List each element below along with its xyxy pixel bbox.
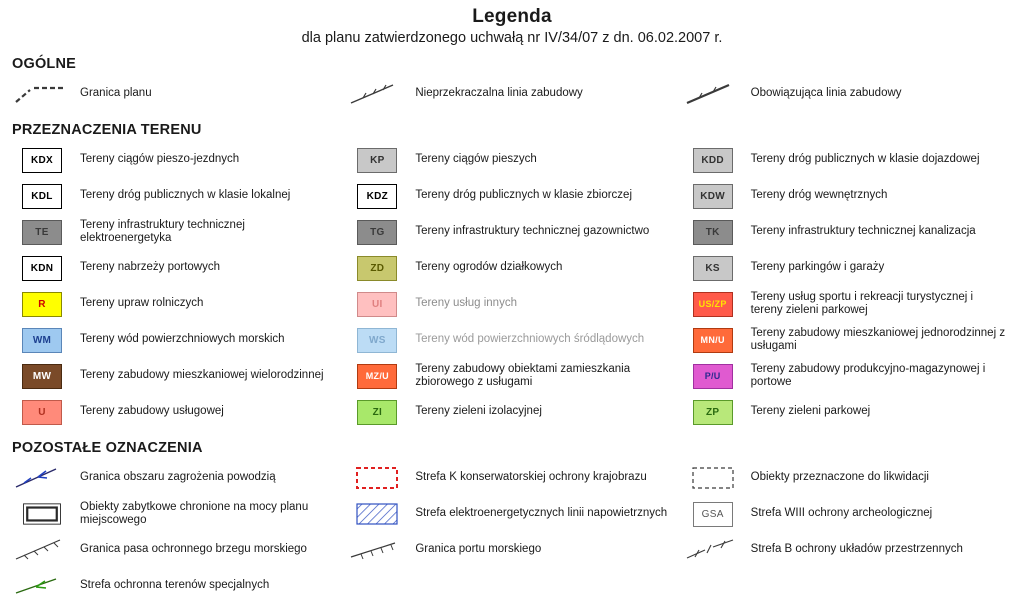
landuse-code-box-icon bbox=[345, 253, 409, 283]
legend-item-label: Obowiązująca linia zabudowy bbox=[750, 87, 902, 100]
zone-k-dashed-box-icon bbox=[345, 463, 409, 493]
legend-item-label: Strefa ochronna terenów specjalnych bbox=[80, 579, 270, 592]
obligatory-building-line-icon bbox=[681, 79, 745, 109]
legend-item bbox=[345, 286, 678, 322]
monument-object-box-icon bbox=[10, 499, 74, 529]
landuse-code-box-icon bbox=[10, 181, 74, 211]
legend-item-label: Tereny zabudowy obiektami zamieszkania zbiorowego z usługami bbox=[415, 362, 631, 388]
legend-item bbox=[681, 394, 1014, 430]
landuse-code-box-icon bbox=[345, 181, 409, 211]
flood-hazard-line-icon bbox=[10, 463, 74, 493]
landuse-code-box-icon bbox=[681, 145, 745, 175]
legend-item bbox=[681, 358, 1014, 394]
legend-item bbox=[681, 178, 1014, 214]
page-title: Legenda bbox=[472, 6, 552, 27]
landuse-code: ZD bbox=[357, 256, 397, 281]
section-heading-przeznaczenia: PRZEZNACZENIA TERENU bbox=[12, 122, 202, 138]
landuse-code-box-icon bbox=[681, 181, 745, 211]
landuse-code-box-icon bbox=[681, 325, 745, 355]
landuse-code-box-icon bbox=[10, 253, 74, 283]
legend-item bbox=[345, 76, 678, 112]
landuse-code: MZ/U bbox=[357, 364, 397, 389]
legend-item-label: Tereny zabudowy mieszkaniowej wielorodzinnej bbox=[80, 369, 324, 382]
legend-item-label: Tereny zieleni izolacyjnej bbox=[415, 405, 542, 418]
legend-item bbox=[681, 322, 1014, 358]
landuse-code: ZP bbox=[693, 400, 733, 425]
nonexceedable-building-line-icon bbox=[345, 79, 409, 109]
legend-item-label: Tereny usług sportu i rekreacji turystycznej i tereny zieleni parkowej bbox=[750, 290, 974, 316]
landuse-code: KDX bbox=[22, 148, 62, 173]
legend-item bbox=[345, 322, 678, 358]
legend-item-label: Strefa B ochrony układów przestrzennych bbox=[750, 543, 963, 556]
port-boundary-line-icon bbox=[345, 535, 409, 565]
legend-item-label: Granica planu bbox=[80, 87, 152, 100]
legend-item-label: Granica obszaru zagrożenia powodzią bbox=[80, 471, 276, 484]
landuse-code-box-icon bbox=[681, 397, 745, 427]
legend-item-label: Tereny upraw rolniczych bbox=[80, 297, 204, 310]
legend-item bbox=[10, 142, 343, 178]
landuse-code: KDW bbox=[693, 184, 733, 209]
landuse-code-box-icon bbox=[10, 217, 74, 247]
landuse-code: WM bbox=[22, 328, 62, 353]
legend-item-label: Tereny infrastruktury technicznej gazownictwo bbox=[415, 225, 650, 238]
legend-item bbox=[10, 496, 343, 532]
legend-item bbox=[681, 460, 1014, 496]
landuse-code-box-icon bbox=[345, 145, 409, 175]
legend-item-label: Tereny zabudowy produkcyjno-magazynowej i portowe bbox=[750, 362, 986, 388]
legend-item bbox=[10, 532, 343, 568]
legend-item-label: Tereny zieleni parkowej bbox=[750, 405, 871, 418]
landuse-code: UI bbox=[357, 292, 397, 317]
landuse-code: KDL bbox=[22, 184, 62, 209]
landuse-code-box-icon bbox=[345, 361, 409, 391]
archaeological-zone-box-icon bbox=[681, 499, 745, 529]
legend-item-label: Tereny wód powierzchniowych śródlądowych bbox=[415, 333, 645, 346]
legend-item-label: Obiekty przeznaczone do likwidacji bbox=[750, 471, 929, 484]
legend-item bbox=[345, 496, 678, 532]
coast-protection-line-icon bbox=[10, 535, 74, 565]
legend-item bbox=[681, 214, 1014, 250]
legend-item-label: Tereny usług innych bbox=[415, 297, 517, 310]
legend-item bbox=[345, 178, 678, 214]
demolition-dashed-box-icon bbox=[681, 463, 745, 493]
legend-item bbox=[345, 358, 678, 394]
section-grid-ogolne bbox=[10, 76, 1014, 112]
legend-item bbox=[345, 214, 678, 250]
plan-boundary-line-icon bbox=[10, 79, 74, 109]
landuse-code-box-icon bbox=[10, 361, 74, 391]
power-line-hatched-box-icon bbox=[345, 499, 409, 529]
legend-item bbox=[345, 460, 678, 496]
legend-item bbox=[345, 532, 678, 568]
landuse-code: MW bbox=[22, 364, 62, 389]
page-subtitle: dla planu zatwierdzonego uchwałą nr IV/34/07 z dn. 06.02.2007 r. bbox=[301, 30, 723, 46]
landuse-code-box-icon bbox=[345, 325, 409, 355]
legend-item-label: Granica portu morskiego bbox=[415, 543, 542, 556]
landuse-code-box-icon bbox=[10, 397, 74, 427]
landuse-code-box-icon bbox=[681, 253, 745, 283]
landuse-code: KP bbox=[357, 148, 397, 173]
legend-item bbox=[681, 250, 1014, 286]
legend-item-label: Strefa K konserwatorskiej ochrony krajobrazu bbox=[415, 471, 647, 484]
landuse-code-box-icon bbox=[345, 289, 409, 319]
legend-item bbox=[10, 286, 343, 322]
legend-item bbox=[10, 214, 343, 250]
landuse-code-box-icon bbox=[10, 289, 74, 319]
legend-item bbox=[10, 250, 343, 286]
landuse-code: TK bbox=[693, 220, 733, 245]
legend-item bbox=[10, 76, 343, 112]
legend-item bbox=[681, 76, 1014, 112]
section-grid-przeznaczenia bbox=[10, 142, 1014, 430]
section-heading-pozostale: POZOSTAŁE OZNACZENIA bbox=[12, 440, 203, 456]
legend-item-label: Tereny infrastruktury technicznej elektroenergetyka bbox=[80, 218, 245, 244]
legend-item bbox=[10, 394, 343, 430]
landuse-code: R bbox=[22, 292, 62, 317]
legend-item-label: Tereny ciągów pieszo-jezdnych bbox=[80, 153, 240, 166]
legend-item-label: Tereny nabrzeży portowych bbox=[80, 261, 220, 274]
legend-item bbox=[681, 286, 1014, 322]
legend-item-label: Nieprzekraczalna linia zabudowy bbox=[415, 87, 583, 100]
legend-item-label: Tereny dróg publicznych w klasie dojazdowej bbox=[750, 153, 980, 166]
landuse-code-box-icon bbox=[681, 217, 745, 247]
landuse-code: GSA bbox=[693, 502, 733, 527]
legend-item-label: Tereny dróg publicznych w klasie zbiorczej bbox=[415, 189, 633, 202]
landuse-code: KDZ bbox=[357, 184, 397, 209]
legend-item-label: Tereny infrastruktury technicznej kanalizacja bbox=[750, 225, 976, 238]
landuse-code-box-icon bbox=[10, 325, 74, 355]
legend-item bbox=[345, 250, 678, 286]
legend-item-label: Obiekty zabytkowe chronione na mocy planu miejscowego bbox=[80, 500, 309, 526]
landuse-code: TE bbox=[22, 220, 62, 245]
legend-item-label: Tereny ogrodów działkowych bbox=[415, 261, 563, 274]
legend-item bbox=[10, 568, 343, 604]
legend-item bbox=[10, 358, 343, 394]
legend-item-label: Strefa elektroenergetycznych linii napowietrznych bbox=[415, 507, 668, 520]
landuse-code: KDD bbox=[693, 148, 733, 173]
landuse-code: US/ZP bbox=[693, 292, 733, 317]
landuse-code: TG bbox=[357, 220, 397, 245]
landuse-code-box-icon bbox=[10, 145, 74, 175]
legend-item-label: Tereny zabudowy usługowej bbox=[80, 405, 224, 418]
zone-b-line-icon bbox=[681, 535, 745, 565]
legend-item bbox=[345, 394, 678, 430]
landuse-code-box-icon bbox=[345, 397, 409, 427]
landuse-code-box-icon bbox=[681, 289, 745, 319]
landuse-code: U bbox=[22, 400, 62, 425]
landuse-code-box-icon bbox=[345, 217, 409, 247]
legend-item bbox=[681, 532, 1014, 568]
legend-item-label: Tereny dróg wewnętrznych bbox=[750, 189, 888, 202]
legend-item-label: Tereny parkingów i garaży bbox=[750, 261, 885, 274]
landuse-code: KS bbox=[693, 256, 733, 281]
legend-item-label: Tereny wód powierzchniowych morskich bbox=[80, 333, 285, 346]
landuse-code: P/U bbox=[693, 364, 733, 389]
legend-item-label: Granica pasa ochronnego brzegu morskiego bbox=[80, 543, 307, 556]
legend-item-label: Tereny zabudowy mieszkaniowej jednorodzinnej z usługami bbox=[750, 326, 1006, 352]
legend-item bbox=[10, 460, 343, 496]
legend-item-label: Strefa WIII ochrony archeologicznej bbox=[750, 507, 933, 520]
legend-item bbox=[10, 322, 343, 358]
legend-item-label: Tereny dróg publicznych w klasie lokalnej bbox=[80, 189, 291, 202]
landuse-code: MN/U bbox=[693, 328, 733, 353]
section-heading-ogolne: OGÓLNE bbox=[12, 56, 77, 72]
legend-item bbox=[345, 142, 678, 178]
landuse-code-box-icon bbox=[681, 361, 745, 391]
landuse-code: ZI bbox=[357, 400, 397, 425]
legend-item bbox=[681, 142, 1014, 178]
section-grid-pozostale bbox=[10, 460, 1014, 604]
legend-item-label: Tereny ciągów pieszych bbox=[415, 153, 537, 166]
landuse-code: WS bbox=[357, 328, 397, 353]
legend-item bbox=[10, 178, 343, 214]
landuse-code: KDN bbox=[22, 256, 62, 281]
legend-item bbox=[681, 496, 1014, 532]
